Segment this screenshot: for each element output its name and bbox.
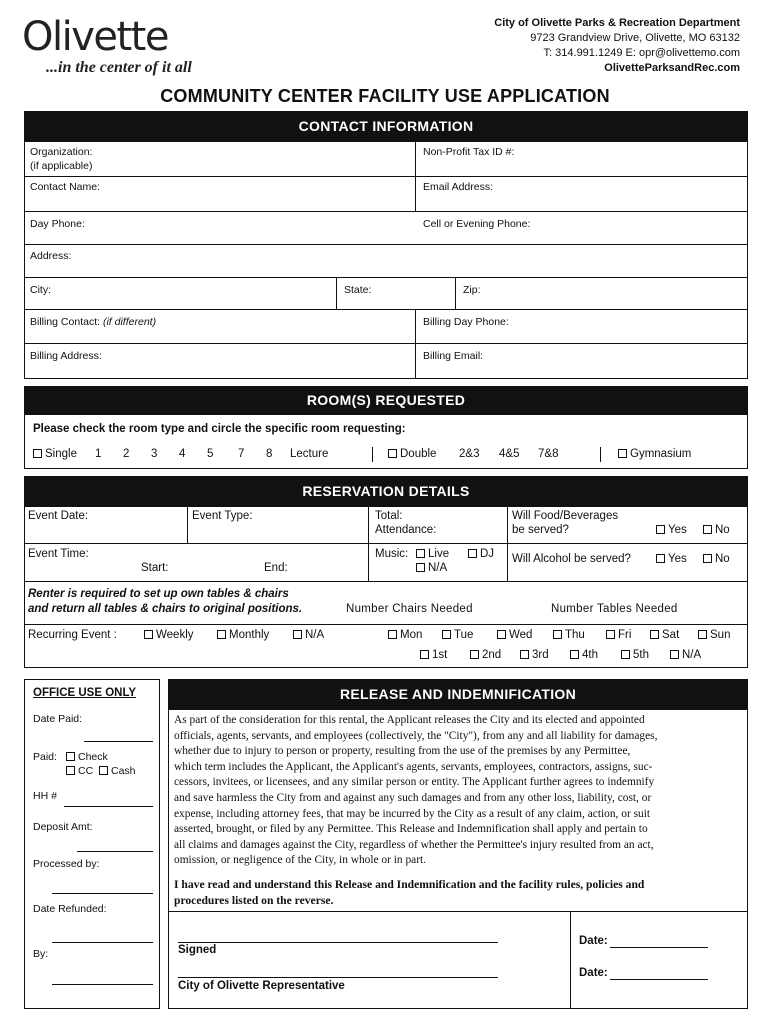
recurring-na-option[interactable] [293, 629, 324, 641]
organization-field[interactable]: Organization: [30, 146, 93, 158]
tax-id-field[interactable]: Non-Profit Tax ID #: [423, 146, 515, 158]
paid-check-option[interactable] [66, 751, 108, 763]
day-sun-option[interactable] [698, 629, 730, 641]
renter-notice-line1: Renter is required to set up own tables & chairs [28, 588, 289, 600]
week-4th-checkbox[interactable] [570, 650, 579, 659]
processed-by-label: Processed by: [33, 858, 100, 870]
day-wed-label: Wed [509, 629, 533, 641]
acknowledgement [174, 877, 644, 909]
food-yes-checkbox[interactable] [656, 525, 665, 534]
ack-line-1: I have read and understand this Release and Indemnification and the facility rules, policies and [174, 878, 645, 891]
billing-contact-note: (if different) [102, 316, 157, 328]
single-room-2[interactable]: 2 [123, 448, 130, 460]
week-5th-label: 5th [633, 649, 649, 661]
music-dj-checkbox[interactable] [468, 549, 477, 558]
alcohol-yes-checkbox[interactable] [656, 554, 665, 563]
week-na-label: N/A [682, 649, 702, 661]
date-paid-line[interactable] [84, 741, 153, 742]
week-4th-option[interactable] [570, 649, 598, 661]
release-line-10: omission, or negligence of the City, in whole or in part. [174, 854, 427, 867]
paid-cash-option[interactable] [99, 765, 136, 777]
deposit-label: Deposit Amt: [33, 821, 93, 833]
release-line-5: cessors, invitees, or licensees, and any similar person or entity. The Applicant further agrees to indemnify [174, 776, 655, 789]
tables-needed-field[interactable]: Number Tables Needed [551, 603, 678, 615]
release-line-1: As part of the consideration for this rental, the Applicant releases the City and its elected and appointed [174, 714, 645, 726]
day-tue-label: Tue [454, 629, 474, 641]
refunded-by-label: By: [33, 948, 49, 960]
day-tue-checkbox[interactable] [442, 630, 451, 639]
week-1st-option[interactable] [420, 649, 447, 661]
music-na-option[interactable] [416, 562, 447, 574]
billing-day-phone-field[interactable]: Billing Day Phone: [423, 316, 509, 328]
event-time-label: Event Time: [28, 548, 89, 560]
day-sun-label: Sun [710, 629, 731, 641]
day-mon-option[interactable] [388, 629, 422, 641]
address-field[interactable]: Address: [30, 250, 72, 262]
billing-email-field[interactable]: Billing Email: [423, 350, 484, 362]
dept-website[interactable]: OlivetteParksandRec.com [604, 62, 740, 74]
week-5th-option[interactable] [621, 649, 649, 661]
single-room-4[interactable]: 4 [179, 448, 186, 460]
release-line-4: which term includes the Applicant, the Applicant's agents, servants, employees, contractors, assigns, suc- [174, 760, 653, 773]
paid-cc-checkbox[interactable] [66, 766, 75, 775]
week-3rd-option[interactable] [520, 649, 549, 661]
recurring-weekly-option[interactable] [144, 629, 194, 641]
day-thu-label: Thu [565, 629, 585, 641]
week-5th-checkbox[interactable] [621, 650, 630, 659]
week-2nd-label: 2nd [482, 649, 502, 661]
food-no-option[interactable] [703, 524, 730, 536]
state-field[interactable]: State: [344, 284, 372, 296]
representative-label: City of Olivette Representative [178, 980, 345, 992]
food-question-line1: Will Food/Beverages [512, 510, 619, 522]
single-room-7[interactable]: 7 [238, 448, 245, 460]
paid-check-checkbox[interactable] [66, 752, 75, 761]
alcohol-question: Will Alcohol be served? [512, 553, 631, 565]
start-time-field[interactable]: Start: [141, 562, 169, 574]
logo [22, 14, 202, 78]
music-live-label: Live [428, 548, 450, 560]
day-phone-field[interactable]: Day Phone: [30, 218, 85, 230]
hh-label: HH # [33, 790, 57, 802]
hh-line[interactable] [64, 806, 153, 807]
day-fri-option[interactable] [606, 629, 631, 641]
date-paid-label: Date Paid: [33, 713, 83, 725]
total-label: Total: [375, 510, 403, 522]
signature-line[interactable] [178, 942, 498, 943]
recurring-na-checkbox[interactable] [293, 630, 302, 639]
week-na-option[interactable] [670, 649, 701, 661]
week-4th-label: 4th [582, 649, 598, 661]
day-thu-option[interactable] [553, 629, 585, 641]
logo-tagline: ...in the center of it all [46, 59, 192, 76]
ack-line-2: procedures listed on the reverse. [174, 894, 334, 907]
city-field[interactable]: City: [30, 284, 51, 296]
paid-cash-checkbox[interactable] [99, 766, 108, 775]
event-type-field[interactable]: Event Type: [192, 510, 253, 522]
release-line-3: whether due to injury to person or property, resulting from the use of the premises by any Permittee, [174, 745, 631, 758]
music-label: Music: [375, 548, 409, 560]
date-refunded-line[interactable] [52, 942, 153, 943]
food-yes-option[interactable] [656, 524, 687, 536]
email-field[interactable]: Email Address: [423, 181, 494, 193]
alcohol-no-label: No [715, 553, 730, 565]
paid-cc-label: CC [78, 765, 94, 777]
music-live-checkbox[interactable] [416, 549, 425, 558]
weekly-checkbox[interactable] [144, 630, 153, 639]
dept-contact: T: 314.991.1249 E: opr@olivettemo.com [543, 47, 740, 59]
date-refunded-label: Date Refunded: [33, 903, 107, 915]
paid-cash-label: Cash [111, 765, 136, 777]
refunded-by-line[interactable] [52, 984, 153, 985]
week-2nd-option[interactable] [470, 649, 501, 661]
food-no-checkbox[interactable] [703, 525, 712, 534]
release-line-7: expense, including attorney fees, that may be incurred by the City as a result of any claim, action, or suit [174, 807, 651, 820]
end-time-field[interactable]: End: [264, 562, 288, 574]
week-1st-checkbox[interactable] [420, 650, 429, 659]
zip-field[interactable]: Zip: [463, 284, 481, 296]
food-question-line2: be served? [512, 524, 569, 536]
double-room-7-8[interactable]: 7&8 [538, 448, 559, 460]
weekly-label: Weekly [156, 629, 194, 641]
paid-check-label: Check [78, 751, 108, 763]
contact-name-field[interactable]: Contact Name: [30, 181, 101, 193]
signed-date-label: Date: [579, 935, 608, 947]
single-room-option[interactable] [33, 448, 77, 460]
double-room-4-5[interactable]: 4&5 [499, 448, 520, 460]
day-sun-checkbox[interactable] [698, 630, 707, 639]
release-line-2: officials, agents, servants, and employees (collectively, the "City"), from any and all liability for damages, [174, 729, 658, 742]
music-na-checkbox[interactable] [416, 563, 425, 572]
single-room-1[interactable]: 1 [95, 448, 102, 460]
week-na-checkbox[interactable] [670, 650, 679, 659]
food-yes-label: Yes [668, 524, 687, 536]
release-text [174, 713, 746, 869]
organization-note: (if applicable) [30, 160, 93, 172]
day-fri-label: Fri [618, 629, 632, 641]
rooms-instruction: Please check the room type and circle the specific room requesting: [33, 423, 406, 435]
music-dj-option[interactable] [468, 548, 494, 560]
day-mon-checkbox[interactable] [388, 630, 397, 639]
alcohol-no-checkbox[interactable] [703, 554, 712, 563]
day-wed-checkbox[interactable] [497, 630, 506, 639]
release-line-8: asserted, brought, or filed by any Permittee. This Release and Indemnification shall apply and pertain to [174, 823, 648, 836]
single-checkbox[interactable] [33, 449, 42, 458]
double-checkbox[interactable] [388, 449, 397, 458]
paid-cc-option[interactable] [66, 765, 93, 777]
representative-line[interactable] [178, 977, 498, 978]
music-dj-label: DJ [480, 548, 495, 560]
alcohol-yes-option[interactable] [656, 553, 687, 565]
billing-contact-label: Billing Contact: [30, 316, 101, 328]
single-room-8[interactable]: 8 [266, 448, 273, 460]
week-3rd-checkbox[interactable] [520, 650, 529, 659]
monthly-label: Monthly [229, 629, 270, 641]
dept-address: 9723 Grandview Drive, Olivette, MO 63132 [530, 32, 740, 44]
alcohol-yes-label: Yes [668, 553, 687, 565]
renter-notice-line2: and return all tables & chairs to original positions. [28, 603, 303, 615]
page-title: COMMUNITY CENTER FACILITY USE APPLICATION [160, 86, 610, 106]
rooms-heading: ROOM(S) REQUESTED [24, 386, 748, 414]
deposit-line[interactable] [77, 851, 153, 852]
day-wed-option[interactable] [497, 629, 532, 641]
music-live-option[interactable] [416, 548, 449, 560]
recurring-monthly-option[interactable] [217, 629, 269, 641]
day-mon-label: Mon [400, 629, 423, 641]
logo-wordmark: Olivette [22, 14, 168, 60]
recurring-na-label: N/A [305, 629, 325, 641]
music-na-label: N/A [428, 562, 448, 574]
chairs-needed-field[interactable]: Number Chairs Needed [346, 603, 473, 615]
billing-contact-field[interactable] [30, 316, 156, 328]
signed-date-line[interactable] [610, 947, 708, 948]
attendance-field[interactable]: Attendance: [375, 524, 437, 536]
reservation-heading: RESERVATION DETAILS [24, 476, 748, 506]
rep-date-label: Date: [579, 967, 608, 979]
single-room-5[interactable]: 5 [207, 448, 214, 460]
double-room-option[interactable] [388, 448, 436, 460]
day-thu-checkbox[interactable] [553, 630, 562, 639]
single-label: Single [45, 448, 77, 460]
single-room-lecture[interactable]: Lecture [290, 448, 329, 460]
single-room-3[interactable]: 3 [151, 448, 158, 460]
billing-address-field[interactable]: Billing Address: [30, 350, 102, 362]
paid-label: Paid: [33, 751, 57, 763]
release-line-9: all claims and damages against the City, regardless of whether the Permittee's injury resulted from an act, [174, 838, 654, 851]
day-sat-checkbox[interactable] [650, 630, 659, 639]
cell-phone-field[interactable]: Cell or Evening Phone: [423, 218, 531, 230]
week-1st-label: 1st [432, 649, 448, 661]
gymnasium-checkbox[interactable] [618, 449, 627, 458]
food-no-label: No [715, 524, 730, 536]
gymnasium-option[interactable] [618, 448, 691, 460]
gymnasium-label: Gymnasium [630, 448, 692, 460]
recurring-label: Recurring Event : [28, 629, 117, 641]
event-date-field[interactable]: Event Date: [28, 510, 89, 522]
contact-heading: CONTACT INFORMATION [24, 111, 748, 141]
week-2nd-checkbox[interactable] [470, 650, 479, 659]
day-fri-checkbox[interactable] [606, 630, 615, 639]
release-heading: RELEASE AND INDEMNIFICATION [168, 679, 748, 709]
monthly-checkbox[interactable] [217, 630, 226, 639]
release-line-6: and save harmless the City from and against any such damages and from any other loss, liability, cost, or [174, 791, 652, 804]
signed-label: Signed [178, 944, 217, 956]
double-label: Double [400, 448, 437, 460]
processed-by-line[interactable] [52, 893, 153, 894]
day-tue-option[interactable] [442, 629, 473, 641]
week-3rd-label: 3rd [532, 649, 549, 661]
double-room-2-3[interactable]: 2&3 [459, 448, 480, 460]
office-use-heading: OFFICE USE ONLY [33, 687, 137, 699]
day-sat-label: Sat [662, 629, 680, 641]
rep-date-line[interactable] [610, 979, 708, 980]
department-info [494, 16, 740, 76]
day-sat-option[interactable] [650, 629, 679, 641]
dept-name: City of Olivette Parks & Recreation Department [494, 17, 740, 29]
alcohol-no-option[interactable] [703, 553, 730, 565]
